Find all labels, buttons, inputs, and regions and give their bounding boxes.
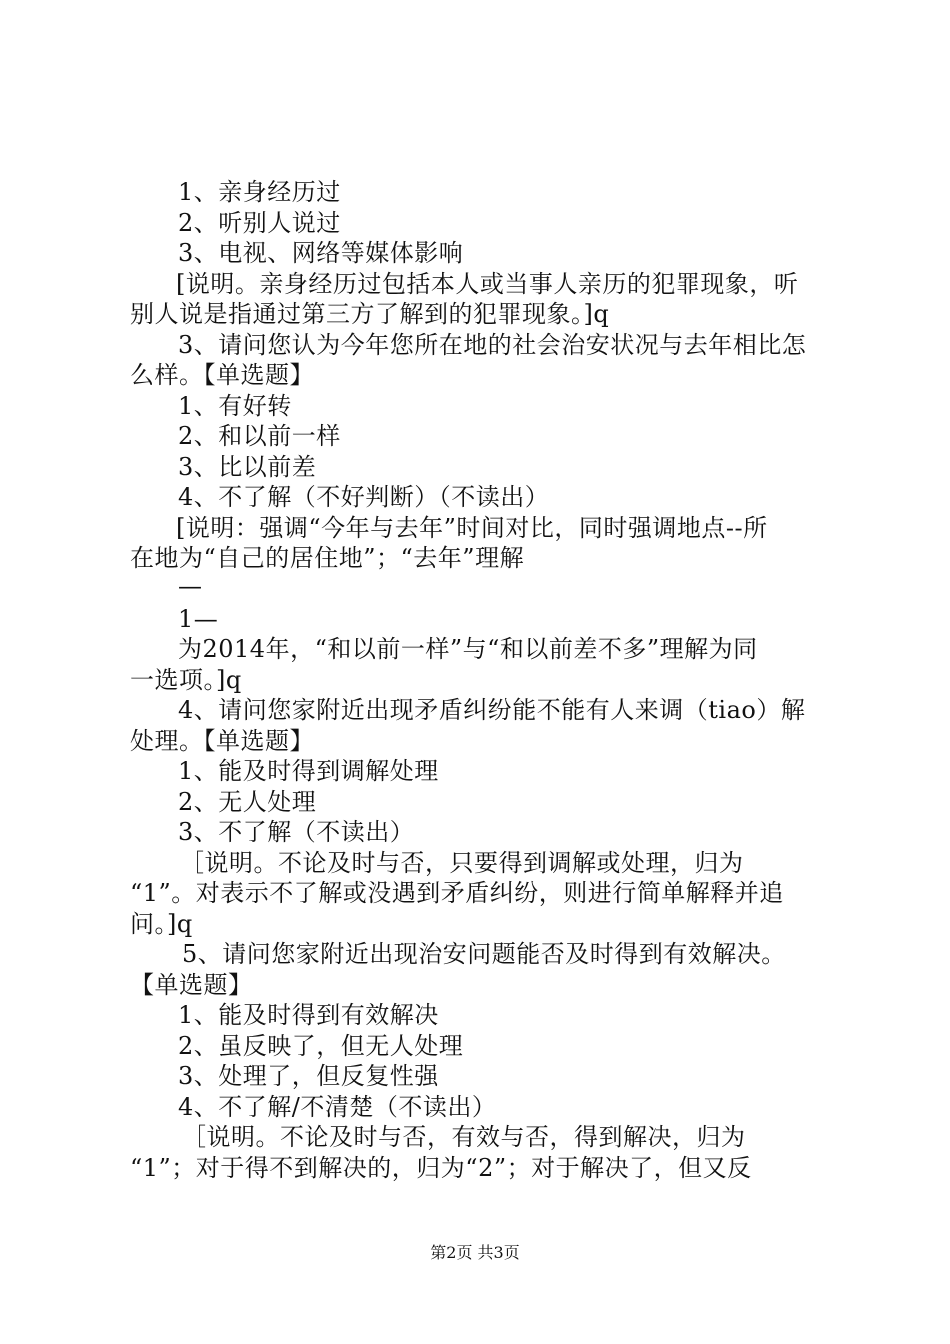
- text-line: 一选项。]q: [130, 666, 242, 694]
- text-line: 处理。【单选题】: [130, 727, 314, 755]
- text-line: 3、电视、网络等媒体影响: [178, 239, 464, 267]
- text-line: 别人说是指通过第三方了解到的犯罪现象。]q: [130, 300, 610, 328]
- text-line: 3、比以前差: [178, 453, 317, 481]
- text-line: 在地为“自己的居住地”；“去年”理解: [130, 544, 525, 572]
- text-line: 【单选题】: [130, 971, 253, 999]
- text-line: ［说明。不论及时与否，只要得到调解或处理，归为: [180, 849, 744, 877]
- text-line: “1”；对于得不到解决的，归为“2”；对于解决了，但又反: [130, 1154, 752, 1182]
- text-line: 4、请问您家附近出现矛盾纠纷能不能有人来调（tiao）解: [178, 696, 806, 724]
- text-line: 1、亲身经历过: [178, 178, 341, 206]
- text-line: 2、和以前一样: [178, 422, 341, 450]
- text-line: 3、不了解（不读出）: [178, 818, 415, 846]
- text-line: 1、能及时得到有效解决: [178, 1001, 439, 1029]
- text-line: 1、能及时得到调解处理: [178, 757, 439, 785]
- text-line: 3、请问您认为今年您所在地的社会治安状况与去年相比怎: [178, 331, 807, 359]
- text-line: 2、虽反映了，但无人处理: [178, 1032, 464, 1060]
- text-line: 为2014年，“和以前一样”与“和以前差不多”理解为同: [178, 635, 758, 663]
- text-line: [说明：强调“今年与去年”时间对比，同时强调地点--所: [176, 514, 768, 542]
- text-line: —: [178, 572, 203, 600]
- text-line: 4、不了解/不清楚（不读出）: [178, 1093, 497, 1121]
- text-line: 4、不了解（不好判断）（不读出）: [178, 483, 550, 511]
- text-line: 2、无人处理: [178, 788, 317, 816]
- page-footer: 第2页 共3页: [430, 1243, 520, 1262]
- text-line: 1、有好转: [178, 392, 292, 420]
- text-line: 5、请问您家附近出现治安问题能否及时得到有效解决。: [182, 940, 786, 968]
- text-line: 么样。【单选题】: [130, 361, 314, 389]
- text-line: “1”。对表示不了解或没遇到矛盾纠纷，则进行简单解释并追: [130, 879, 784, 907]
- text-line: [说明。亲身经历过包括本人或当事人亲历的犯罪现象，听: [176, 270, 799, 298]
- text-line: 1—: [178, 605, 219, 633]
- text-line: 问。]q: [130, 910, 193, 938]
- text-line: ［说明。不论及时与否，有效与否，得到解决，归为: [182, 1123, 746, 1151]
- text-line: 3、处理了，但反复性强: [178, 1062, 439, 1090]
- text-line: 2、听别人说过: [178, 209, 341, 237]
